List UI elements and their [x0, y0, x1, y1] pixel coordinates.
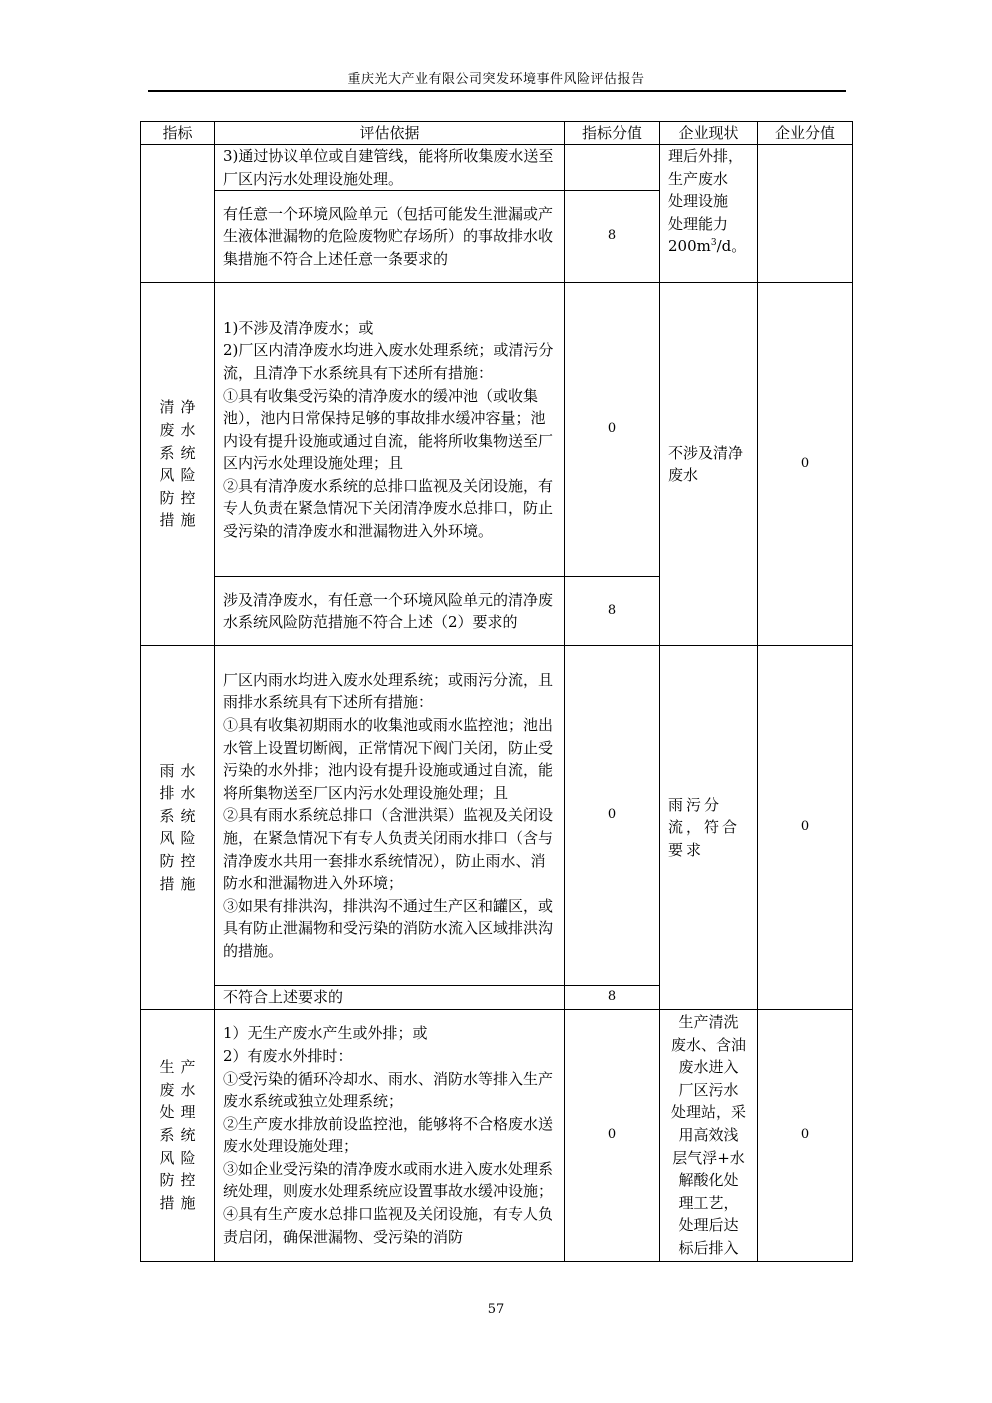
score-cell: 0 — [565, 283, 660, 577]
header-status: 企业现状 — [660, 122, 758, 145]
indicator-cell-production-wastewater: 生产 废水 处理 系统 风险 防控 措施 — [141, 1009, 215, 1261]
basis-cell: 不符合上述要求的 — [215, 986, 565, 1010]
score-cell — [565, 145, 660, 191]
table-row — [141, 145, 853, 191]
page-number: 57 — [487, 1302, 505, 1317]
indicator-cell-continued — [141, 145, 215, 283]
enterprise-score-cell: 0 — [758, 1009, 853, 1261]
table-header-row — [141, 122, 853, 145]
basis-cell: 涉及清净废水，有任意一个环境风险单元的清净废水系统风险防范措施不符合上述（2）要求的 — [215, 577, 565, 646]
score-cell: 0 — [565, 646, 660, 986]
header-indicator: 指标 — [141, 122, 215, 145]
header-enterprise-score: 企业分值 — [758, 122, 853, 145]
status-cell: 雨污分流，符合要求 — [660, 646, 758, 1010]
table-row — [141, 283, 853, 577]
basis-cell: 3)通过协议单位或自建管线，能将所收集废水送至厂区内污水处理设施处理。 — [215, 145, 565, 191]
score-cell: 8 — [565, 986, 660, 1010]
basis-cell: 1)不涉及清净废水；或 2)厂区内清净废水均进入废水处理系统；或清污分流，且清净下水系统具有下述所有措施： ①具有收集受污染的清净废水的缓冲池（或收集池），池内日常保持足够的事故排水缓冲容量；池内设有提升设施或通过自流，能将所收集物送至厂区内污水处理设施处理；且 ②具有清净废水系统的总排口监视及关闭设施，有专人负责在紧急情况下关闭清净废水总排口，防止受污染的清净废水和泄漏物进入外环境。 — [215, 283, 565, 577]
status-cell: 生产清洗 废水、含油 废水进入 厂区污水 处理站，采 用高效浅 层气浮+水 解酸化处 理工艺， 处理后达 标后排入 — [660, 1009, 758, 1261]
report-header-title: 重庆光大产业有限公司突发环境事件风险评估报告 — [347, 72, 645, 87]
risk-assessment-table — [140, 121, 853, 1262]
status-cell: 理后外排， 生产废水 处理设施 处理能力 $200m^3/d$。 — [660, 145, 758, 283]
basis-cell: 厂区内雨水均进入废水处理系统；或雨污分流，且雨排水系统具有下述所有措施： ①具有收集初期雨水的收集池或雨水监控池；池出水管上设置切断阀，正常情况下阀门关闭，防止受污染的水外排；池内设有提升设施或通过自流，能将所集物送至厂区内污水处理设施处理；且 ②具有雨水系统总排口（含泄洪渠）监视及关闭设施，在紧急情况下有专人负责关闭雨水排口（含与清净废水共用一套排水系统情况），防止雨水、消防水和泄漏物进入外环境； ③如果有排洪沟，排洪沟不通过生产区和罐区，或具有防止泄漏物和受污染的消防水流入区域排洪沟的措施。 — [215, 646, 565, 986]
basis-cell: 有任意一个环境风险单元（包括可能发生泄漏或产生液体泄漏物的危险废物贮存场所）的事故排水收集措施不符合上述任意一条要求的 — [215, 191, 565, 283]
basis-cell: 1）无生产废水产生或外排；或 2）有废水外排时： ①受污染的循环冷却水、雨水、消防水等排入生产废水系统或独立处理系统； ②生产废水排放前设监控池，能够将不合格废水送废水处理设施处理； ③如企业受污染的清净废水或雨水进入废水处理系统处理，则废水处理系统应设置事故水缓冲设施； ④具有生产废水总排口监视及关闭设施，有专人负责启闭，确保泄漏物、受污染的消防 — [215, 1009, 565, 1261]
score-cell: 8 — [565, 577, 660, 646]
header-score: 指标分值 — [565, 122, 660, 145]
table-row — [141, 1009, 853, 1261]
table-row — [141, 646, 853, 986]
status-cell: 不涉及清净废水 — [660, 283, 758, 646]
score-cell: 0 — [565, 1009, 660, 1261]
header-divider — [148, 90, 846, 92]
score-cell: 8 — [565, 191, 660, 283]
enterprise-score-cell: 0 — [758, 646, 853, 1010]
header-basis: 评估依据 — [215, 122, 565, 145]
enterprise-score-cell — [758, 145, 853, 283]
indicator-cell-rainwater: 雨水 排水 系统 风险 防控 措施 — [141, 646, 215, 1010]
enterprise-score-cell: 0 — [758, 283, 853, 646]
indicator-cell-clean-wastewater: 清净 废水 系统 风险 防控 措施 — [141, 283, 215, 646]
